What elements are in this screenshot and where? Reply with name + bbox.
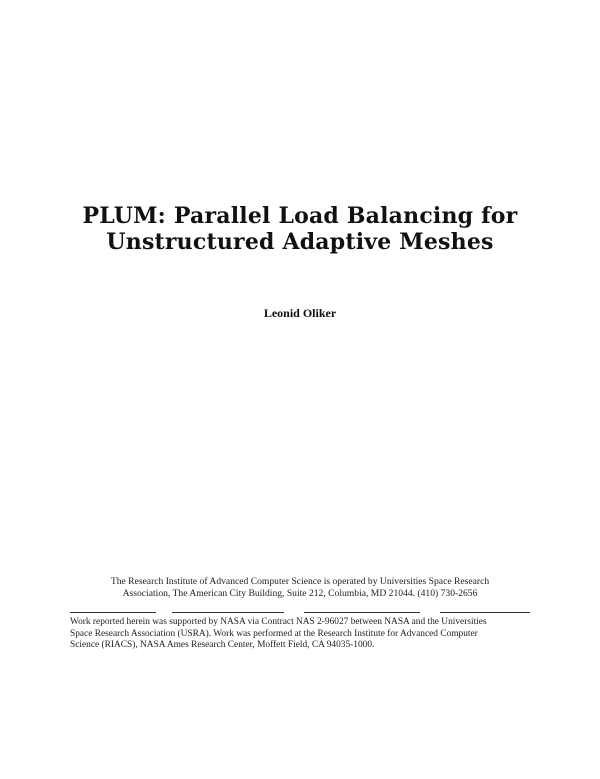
footnote-rule-segment bbox=[304, 612, 420, 613]
footnote-line-2: Space Research Association (USRA). Work was performed at the Research Institute for Advanced Computer bbox=[70, 628, 478, 639]
document-title bbox=[0, 203, 600, 255]
footnote-line-1: Work reported herein was supported by NASA via Contract NAS 2-96027 between NASA and the Universities bbox=[70, 617, 487, 627]
affiliation-line-1: The Research Institute of Advanced Computer Science is operated by Universities Space Research bbox=[110, 576, 490, 587]
footnote-rule-segment bbox=[172, 612, 284, 613]
footnote-line-3: Science (RIACS), NASA Ames Research Center, Moffett Field, CA 94035-1000. bbox=[70, 640, 375, 650]
author-name: Leonid Oliker bbox=[263, 306, 337, 320]
title-line-1: PLUM: Parallel Load Balancing for bbox=[82, 203, 518, 229]
funding-footnote bbox=[70, 617, 540, 652]
title-line-2: Unstructured Adaptive Meshes bbox=[106, 229, 494, 255]
footnote-rule-segment bbox=[440, 612, 530, 613]
footnote-rule-segment bbox=[70, 612, 156, 613]
affiliation-note bbox=[60, 576, 540, 600]
affiliation-line-2: Association, The American City Building, Suite 212, Columbia, MD 21044. (410) 730-2656 bbox=[122, 588, 478, 599]
